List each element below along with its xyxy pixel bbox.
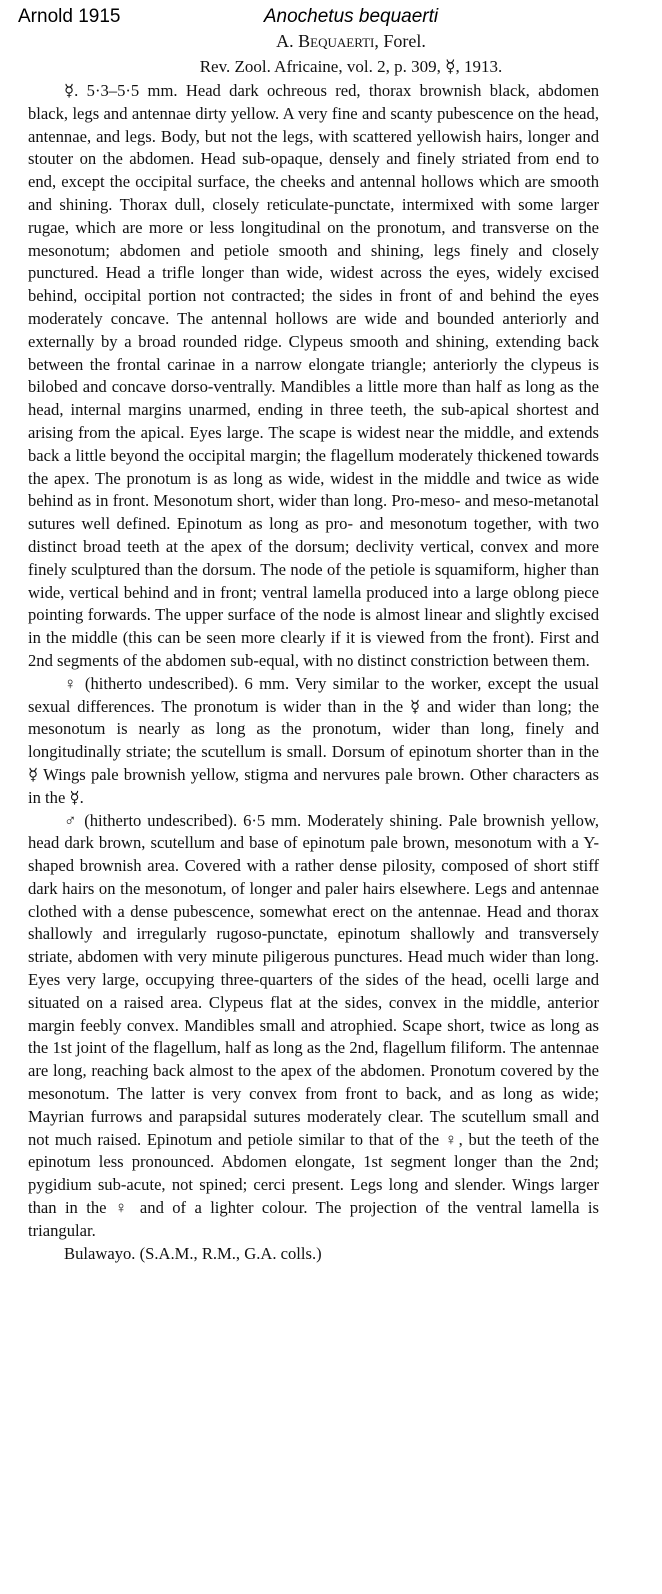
page-header (0, 4, 662, 28)
source-label: Arnold 1915 (18, 6, 121, 27)
title-name: Bequaerti (298, 31, 375, 51)
locality: Bulawayo. (S.A.M., R.M., G.A. colls.) (64, 1243, 322, 1263)
species-title (0, 30, 662, 52)
male-description: ♂ (hitherto undescribed). 6·5 mm. Moderately shining. Pale brownish yellow, head dark brown, scutellum and base of epinotum pale brown, mesonotum with a Y-shaped brownish area. Covered with a rather dense pilosity, composed of short stiff dark hairs on the mesonotum, of longer and paler hairs elsewhere. Legs and antennae clothed with a dense pubescence, somewhat erect on the antennae. Head and thorax shallowly and irregularly rugoso-punctate, epinotum shallowly and transversely striate, abdomen with very minute piligerous punctures. Head much wider than long. Eyes very large, occupying three-quarters of the sides of the head, ocelli large and situated on a raised area. Clypeus flat at the sides, convex in the middle, anterior margin feebly convex. Mandibles small and atrophied. Scape short, twice as long as the 1st joint of the flagellum, half as long as the 2nd, flagellum filiform. The antennae are long, reaching back almost to the apex of the abdomen. Pronotum covered by the mesonotum. The latter is very convex from front to back, and as long as wide; Mayrian furrows and parapsidal sutures moderately clear. The scutellum small and not much raised. Epinotum and petiole similar to that of the ♀, but the teeth of the epinotum less pronounced. Abdomen elongate, 1st segment longer than the 2nd; pygidium sub-acute, not spined; cerci present. Legs long and slender. Wings larger than in the ♀ and of a lighter colour. The projection of the ventral lamella is triangular. (28, 810, 599, 1240)
description-body (28, 80, 599, 1265)
worker-description: ☿. 5·3–5·5 mm. Head dark ochreous red, thorax brownish black, abdomen black, legs and antennae dirty yellow. A very fine and scanty pubescence on the head, antennae, and legs. Body, but not the legs, with scattered yellowish hairs, longer and stouter on the abdomen. Head sub-opaque, densely and finely striated from end to end, except the occipital surface, the cheeks and antennal hollows which are smooth and shining. Thorax dull, closely reticulate-punctate, intermixed with some larger rugae, which are more or less longitudinal on the pronotum, and transverse on the mesonotum; abdomen and petiole smooth and shining, legs finely and closely punctured. Head a trifle longer than wide, widest across the eyes, widely excised behind, occipital portion not contracted; the sides in front of and behind the eyes moderately concave. The antennal hollows are wide and bounded anteriorly and externally by a broad rounded ridge. Clypeus smooth and shining, extending back between the frontal carinae in a narrow elongate triangle; anteriorly the clypeus is bilobed and concave dorso-ventrally. Mandibles a little more than half as long as the head, internal margins unarmed, ending in three teeth, the sub-apical shortest and arising from the apical. Eyes large. The scape is widest near the middle, and extends back a little beyond the occipital margin; the flagellum moderately thickened towards the apex. The pronotum is as long as wide, widest in the middle and twice as wide behind as in front. Mesonotum short, wider than long. Pro-meso- and meso-metanotal sutures well defined. Epinotum as long as pro- and mesonotum together, with two distinct broad teeth at the apex of the dorsum; declivity vertical, convex and more finely sculptured than the dorsum. The node of the petiole is squamiform, higher than wide, vertical behind and in front; ventral lamella produced into a large oblong piece pointing forwards. The upper surface of the node is almost linear and slightly excised in the middle (this can be seen more clearly if it is viewed from the front). First and 2nd segments of the abdomen sub-equal, with no distinct constriction between them. (28, 81, 599, 670)
species-name: Anochetus bequaerti (263, 6, 439, 27)
title-suffix: , Forel. (374, 31, 426, 51)
citation: Rev. Zool. Africaine, vol. 2, p. 309, ☿, 1913. (199, 57, 503, 76)
female-description: ♀ (hitherto undescribed). 6 mm. Very similar to the worker, except the usual sexual differences. The pronotum is wider than in the ☿ and wider than long; the mesonotum is nearly as long as the pronotum, wider than long, finely and longitudinally striate; the scutellum is small. Dorsum of epinotum shorter than in the ☿ Wings pale brownish yellow, stigma and nervures pale brown. Other characters as in the ☿. (28, 673, 599, 807)
title-prefix: A. (276, 31, 299, 51)
